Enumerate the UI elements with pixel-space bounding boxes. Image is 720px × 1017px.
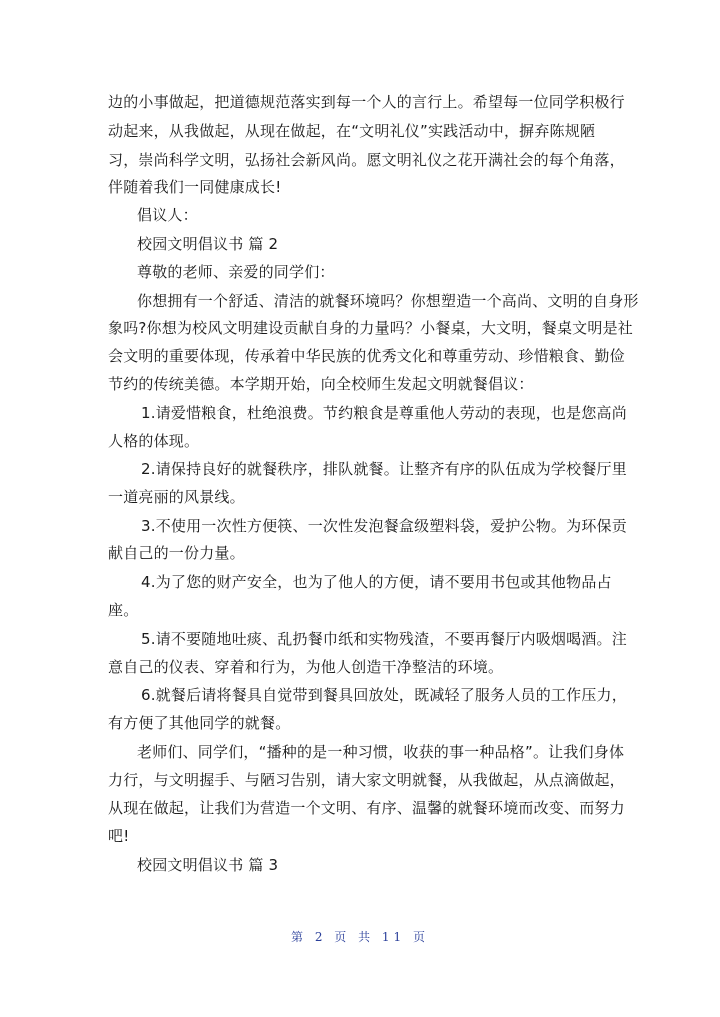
list-item-line: 3.不使用一次性方便筷、一次性发泡餐盒级塑料袋，爱护公物。为环保贡: [141, 517, 627, 535]
paragraph-line: 吧!: [108, 827, 130, 845]
paragraph-line: 老师们、同学们，“播种的是一种习惯，收获的事一种品格”。让我们身体: [137, 743, 625, 761]
paragraph-line: 象吗?你想为校风文明建设贡献自身的力量吗？小餐桌，大文明，餐桌文明是社: [108, 319, 633, 337]
salutation: 尊敬的老师、亲爱的同学们：: [137, 263, 335, 281]
section-heading: 校园文明倡议书 篇 3: [137, 856, 279, 874]
paragraph-line: 你想拥有一个舒适、清洁的就餐环境吗？你想塑造一个高尚、文明的自身形: [137, 292, 639, 310]
paragraph-line: 习，崇尚科学文明，弘扬社会新风尚。愿文明礼仪之花开满社会的每个角落，: [108, 151, 625, 169]
list-item-line: 一道亮丽的风景线。: [108, 488, 245, 506]
paragraph-line: 动起来，从我做起，从现在做起，在“文明礼仪”实践活动中，摒弃陈规陋: [108, 122, 596, 140]
list-item-line: 意自己的仪表、穿着和行为，为他人创造干净整洁的环境。: [108, 658, 504, 676]
section-heading: 校园文明倡议书 篇 2: [137, 235, 279, 253]
list-item-line: 座。: [108, 601, 139, 619]
list-item-line: 人格的体现。: [108, 432, 200, 450]
list-item-line: 2.请保持良好的就餐秩序，排队就餐。让整齐有序的队伍成为学校餐厅里: [141, 460, 627, 478]
list-item-line: 4.为了您的财产安全，也为了他人的方便，请不要用书包或其他物品占: [141, 573, 612, 591]
list-item-line: 5.请不要随地吐痰、乱扔餐巾纸和实物残渣，不要再餐厅内吸烟喝酒。注: [141, 630, 627, 648]
signatory-label: 倡议人：: [137, 206, 198, 224]
paragraph-line: 边的小事做起，把道德规范落实到每一个人的言行上。希望每一位同学积极行: [108, 93, 625, 111]
paragraph-line: 伴随着我们一同健康成长!: [108, 178, 282, 196]
list-item-line: 6.就餐后请将餐具自觉带到餐具回放处，既减轻了服务人员的工作压力，: [141, 686, 627, 704]
paragraph-line: 从现在做起，让我们为营造一个文明、有序、温馨的就餐环境而改变、而努力: [108, 799, 625, 817]
paragraph-line: 节约的传统美德。本学期开始，向全校师生发起文明就餐倡议：: [108, 375, 534, 393]
page-number-footer: 第 2 页 共 11 页: [291, 930, 429, 944]
list-item-line: 有方便了其他同学的就餐。: [108, 714, 291, 732]
paragraph-line: 会文明的重要体现，传承着中华民族的优秀文化和尊重劳动、珍惜粮食、勤俭: [108, 347, 625, 365]
list-item-line: 献自己的一份力量。: [108, 544, 245, 562]
paragraph-line: 力行，与文明握手、与陋习告别，请大家文明就餐，从我做起，从点滴做起，: [108, 771, 625, 789]
list-item-line: 1.请爱惜粮食，杜绝浪费。节约粮食是尊重他人劳动的表现，也是您高尚: [141, 404, 627, 422]
